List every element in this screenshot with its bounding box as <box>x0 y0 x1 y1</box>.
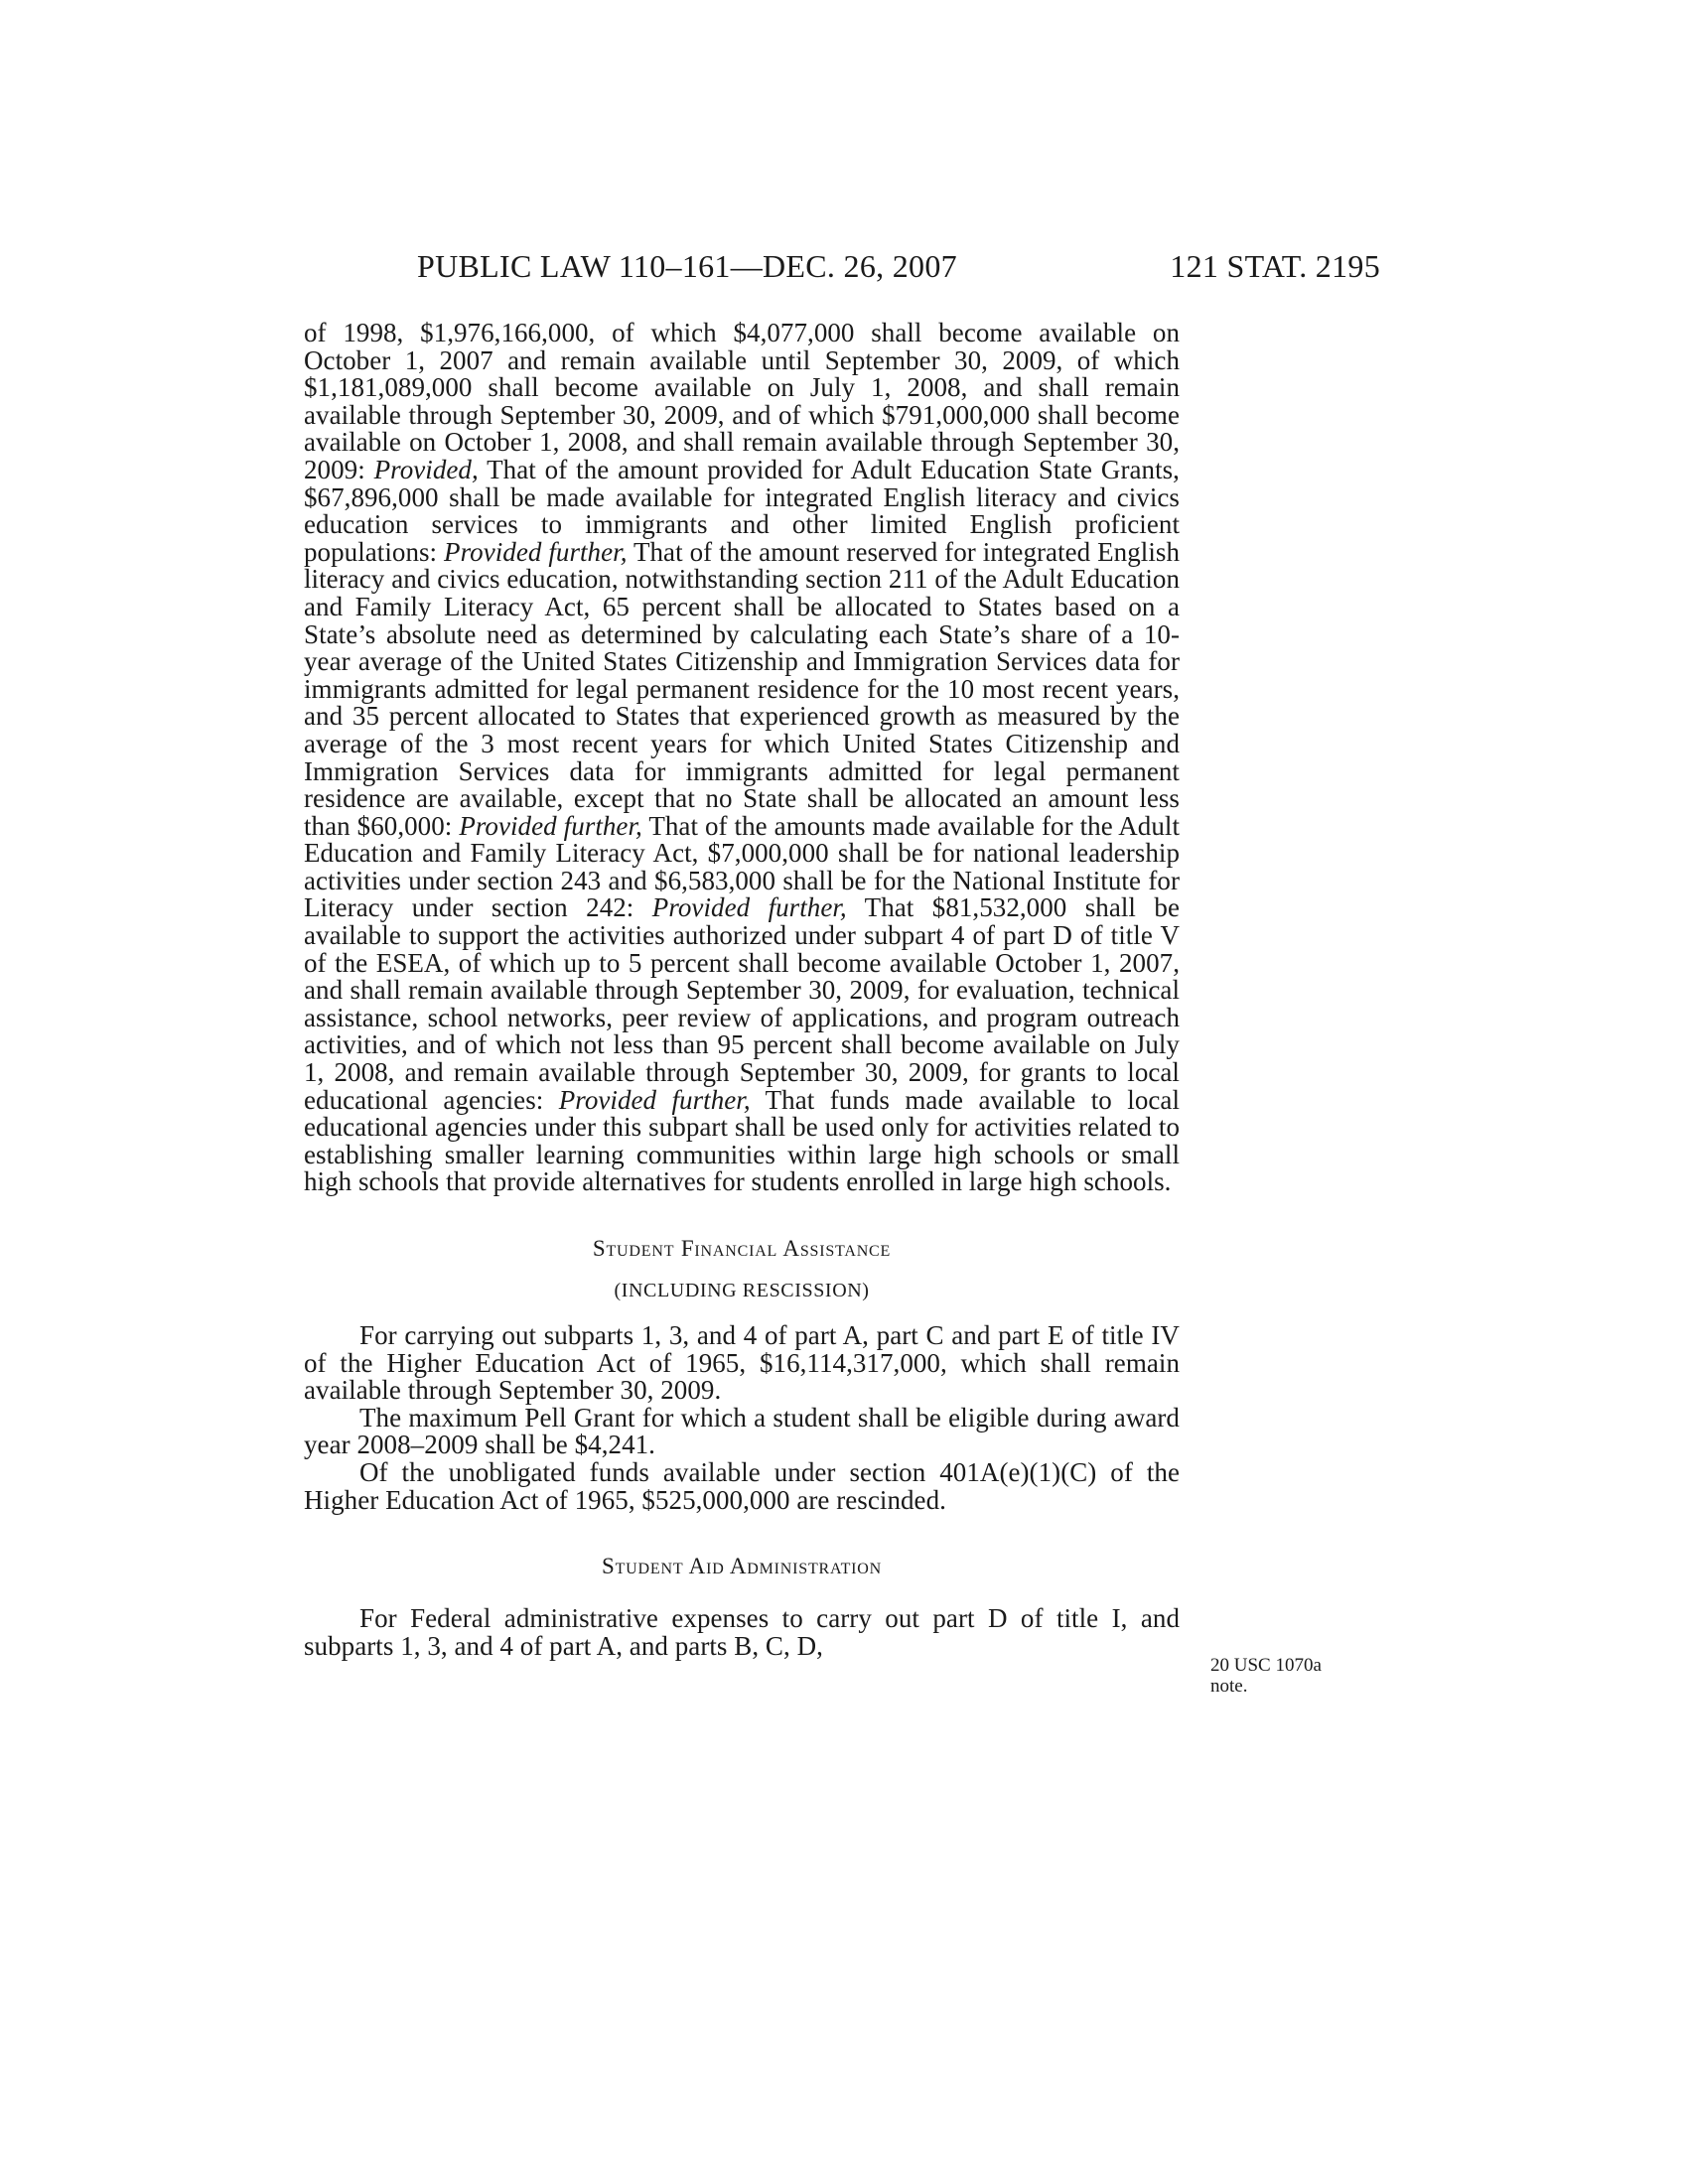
section-heading-student-aid-administration: Student Aid Administration <box>602 1554 882 1579</box>
italic-proviso: Provided, <box>373 454 479 484</box>
text-segment: That of the amount provided for Adult Education State Grants, $67,896,000 shall be made available for integrated English literacy and civics education services to immigrants and other limited English proficient populations: <box>304 454 1180 567</box>
body-text-column <box>304 320 1180 1660</box>
paragraph-student-aid-administration: For Federal administrative expenses to carry out part D of title I, and subparts 1, 3, and 4 of part A, and parts B, C, D, <box>304 1603 1180 1661</box>
running-head <box>298 248 1380 288</box>
text-segment: That of the amounts made available for the Adult Education and Family Literacy Act, $7,000,000 shall be for national leadership activities under section 243 and $6,583,000 shall be for the National Institute for Literacy under section 242: <box>304 810 1181 923</box>
italic-proviso: Provided further, <box>444 536 628 567</box>
statute-page-reference: 121 STAT. 2195 <box>1170 248 1380 284</box>
margin-note-line: 20 USC 1070a <box>1210 1655 1322 1676</box>
italic-proviso: Provided further, <box>558 1084 751 1115</box>
subheading-including-rescission: (INCLUDING RESCISSION) <box>614 1280 870 1301</box>
text-segment: That funds made available to local educational agencies under this subpart shall be used only for activities related to establishing smaller learning communities within large high schools or small high schools that provide alternatives for students enrolled in large high schools. <box>304 1084 1180 1197</box>
text-segment: That $81,532,000 shall be available to support the activities authorized under subpart 4 of part D of title V of the ESEA, of which up to 5 percent shall become available October 1, 2007, and shall remain available through September 30, 2009, for evaluation, technical assistance, school networks, peer review of applications, and program outreach activities, and of which not less than 95 percent shall become available on July 1, 2008, and remain available through September 30, 2009, for grants to local educational agencies: <box>304 892 1180 1115</box>
text-segment: of 1998, $1,976,166,000, of which $4,077,000 shall become available on October 1, 2007 and remain available until September 30, 2009, of which $1,181,089,000 shall become available on July 1, 2008, and shall remain available through September 30, 2009, and of which $791,000,000 shall become available on October 1, 2008, and shall remain available through September 30, 2009: <box>304 318 1180 484</box>
paragraph-adult-education <box>304 320 1180 1196</box>
running-head-title: PUBLIC LAW 110–161—DEC. 26, 2007 <box>417 248 957 284</box>
paragraph-rescission: Of the unobligated funds available under section 401A(e)(1)(C) of the Higher Education Act of 1965, $525,000,000 are rescinded. <box>304 1456 1180 1515</box>
paragraph-pell-grant: The maximum Pell Grant for which a student shall be eligible during award year 2008–2009 shall be $4,241. <box>304 1402 1180 1460</box>
paragraph-student-financial-assistance: For carrying out subparts 1, 3, and 4 of part A, part C and part E of title IV of the Higher Education Act of 1965, $16,114,317,000, which shall remain available through September 30, 2009. <box>304 1320 1180 1406</box>
italic-proviso: Provided further, <box>651 892 847 923</box>
section-heading-student-financial-assistance: Student Financial Assistance <box>592 1236 892 1261</box>
margin-note-usc-citation <box>1210 1655 1369 1697</box>
margin-note-line: note. <box>1210 1676 1248 1697</box>
text-segment: That of the amount reserved for integrated English literacy and civics education, notwithstanding section 211 of the Adult Education and Family Literacy Act, 65 percent shall be allocated to States based on a State’s absolute need as determined by calculating each State’s share of a 10-year average of the United States Citizenship and Immigration Services data for immigrants admitted for legal permanent residence for the 10 most recent years, and 35 percent allocated to States that experienced growth as measured by the average of the 3 most recent years for which United States Citizenship and Immigration Services data for immigrants admitted for legal permanent residence are available, except that no State shall be allocated an amount less than $60,000: <box>304 536 1180 841</box>
italic-proviso: Provided further, <box>459 810 642 841</box>
